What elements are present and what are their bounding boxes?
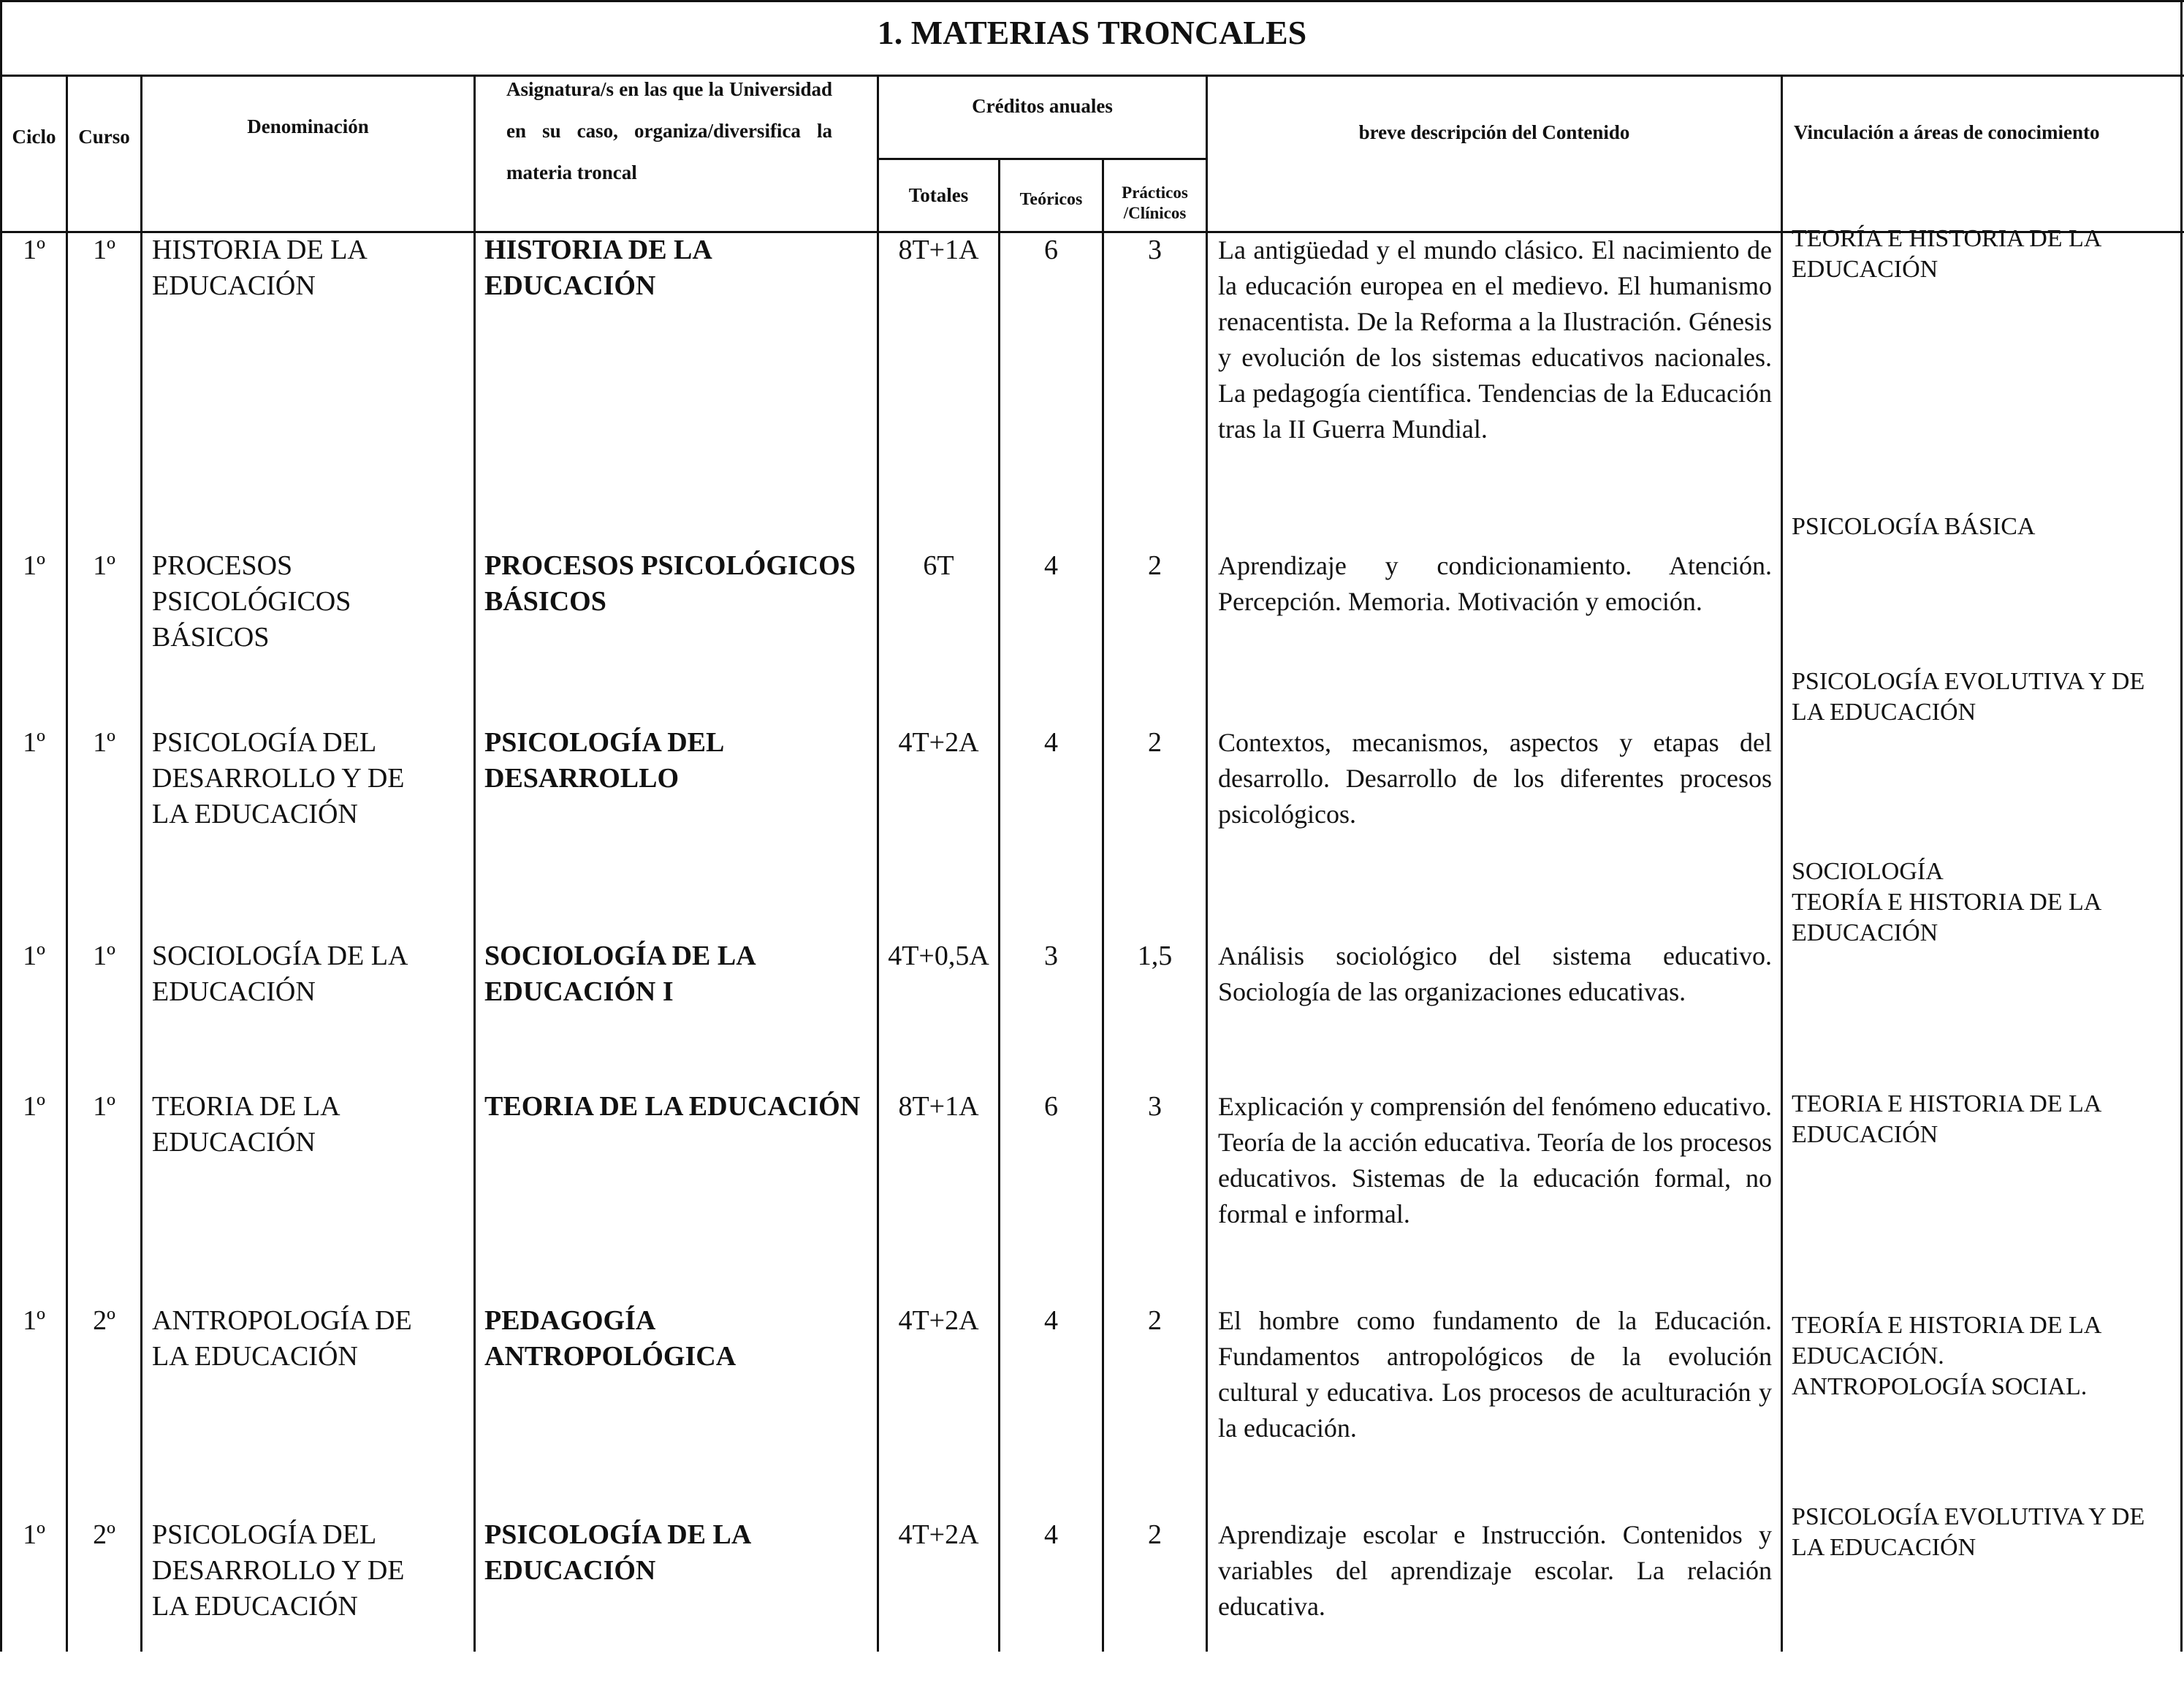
header-ciclo: Ciclo <box>12 126 56 148</box>
row-totales: 4T+2A <box>898 1519 979 1550</box>
row-practicos: 2 <box>1148 727 1162 758</box>
col-sep-totales <box>998 159 1000 1652</box>
row-teoricos: 4 <box>1044 1519 1058 1550</box>
col-sep-descripcion <box>1781 75 1783 1652</box>
row-descripcion: Aprendizaje escolar e Instrucción. Contenidos y variables del aprendizaje escolar. La relación educativa. <box>1218 1520 1772 1621</box>
row-descripcion: Análisis sociológico del sistema educativo. Sociología de las organizaciones educativas. <box>1218 941 1772 1006</box>
row-curso: 2º <box>93 1519 115 1550</box>
row-totales: 4T+0,5A <box>888 941 989 971</box>
row-practicos: 2 <box>1148 1519 1162 1550</box>
row-asignatura: HISTORIA DE LA EDUCACIÓN <box>484 235 711 301</box>
col-sep-asignatura <box>877 75 879 1652</box>
row-ciclo: 1º <box>23 1305 45 1336</box>
creditos-subheader-line <box>877 158 1206 160</box>
header-asignatura: Asignatura/s en las que la Universidad en su caso, organiza/diversifica la materia troncal <box>506 78 832 183</box>
col-sep-denominacion <box>473 75 476 1652</box>
header-practicos: Prácticos /Clínicos <box>1122 183 1188 222</box>
table-border-top <box>0 0 2184 2</box>
row-practicos: 3 <box>1148 1091 1162 1122</box>
row-teoricos: 6 <box>1044 235 1058 265</box>
row-ciclo: 1º <box>23 235 45 265</box>
row-vinculacion: PSICOLOGÍA BÁSICA <box>1792 513 2036 540</box>
row-descripcion: El hombre como fundamento de la Educación. Fundamentos antropológicos de la evolución cultural y educativa. Los procesos de aculturación y la educación. <box>1218 1306 1772 1443</box>
row-asignatura: PSICOLOGÍA DE LA EDUCACIÓN <box>484 1519 750 1586</box>
row-asignatura: SOCIOLOGÍA DE LA EDUCACIÓN I <box>484 941 755 1007</box>
row-curso: 1º <box>93 727 115 758</box>
title-border-bottom <box>0 75 2184 77</box>
row-ciclo: 1º <box>23 941 45 971</box>
row-ciclo: 1º <box>23 550 45 581</box>
row-denominacion: TEORIA DE LA EDUCACIÓN <box>152 1091 339 1158</box>
table-border-right <box>2180 0 2183 1652</box>
row-asignatura: PROCESOS PSICOLÓGICOS BÁSICOS <box>484 550 856 617</box>
row-ciclo: 1º <box>23 1519 45 1550</box>
header-curso: Curso <box>78 126 130 148</box>
row-totales: 8T+1A <box>898 235 979 265</box>
row-totales: 6T <box>923 550 954 581</box>
row-vinculacion: TEORÍA E HISTORIA DE LA EDUCACIÓN <box>1792 225 2101 283</box>
header-descripcion: breve descripción del Contenido <box>1358 121 1630 143</box>
row-denominacion: SOCIOLOGÍA DE LA EDUCACIÓN <box>152 941 407 1007</box>
row-totales: 8T+1A <box>898 1091 979 1122</box>
row-curso: 1º <box>93 550 115 581</box>
row-curso: 1º <box>93 1091 115 1122</box>
row-ciclo: 1º <box>23 727 45 758</box>
row-practicos: 3 <box>1148 235 1162 265</box>
row-curso: 1º <box>93 941 115 971</box>
row-denominacion: ANTROPOLOGÍA DE LA EDUCACIÓN <box>152 1305 412 1372</box>
row-curso: 2º <box>93 1305 115 1336</box>
table-title: 1. MATERIAS TRONCALES <box>877 14 1307 51</box>
row-totales: 4T+2A <box>898 1305 979 1336</box>
row-descripcion: Explicación y comprensión del fenómeno educativo. Teoría de la acción educativa. Teoría de los procesos educativos. Sistemas de la educación formal, no formal e informal. <box>1218 1092 1772 1228</box>
row-vinculacion: PSICOLOGÍA EVOLUTIVA Y DE LA EDUCACIÓN <box>1792 1503 2145 1561</box>
row-denominacion: PSICOLOGÍA DEL DESARROLLO Y DE LA EDUCACIÓN <box>152 727 405 829</box>
row-denominacion: HISTORIA DE LA EDUCACIÓN <box>152 235 366 301</box>
col-sep-curso <box>140 75 142 1652</box>
col-sep-creditos <box>1206 75 1208 1652</box>
row-curso: 1º <box>93 235 115 265</box>
row-teoricos: 4 <box>1044 550 1058 581</box>
row-asignatura: TEORIA DE LA EDUCACIÓN <box>484 1091 861 1122</box>
header-teoricos: Teóricos <box>1019 190 1083 209</box>
row-vinculacion: SOCIOLOGÍA TEORÍA E HISTORIA DE LA EDUCACIÓN <box>1792 858 2101 946</box>
header-denominacion: Denominación <box>247 115 369 137</box>
col-sep-ciclo <box>66 75 68 1652</box>
row-teoricos: 4 <box>1044 1305 1058 1336</box>
row-totales: 4T+2A <box>898 727 979 758</box>
row-denominacion: PSICOLOGÍA DEL DESARROLLO Y DE LA EDUCACIÓN <box>152 1519 405 1622</box>
row-vinculacion: PSICOLOGÍA EVOLUTIVA Y DE LA EDUCACIÓN <box>1792 668 2145 726</box>
row-asignatura: PEDAGOGÍA ANTROPOLÓGICA <box>484 1305 737 1372</box>
row-denominacion: PROCESOS PSICOLÓGICOS BÁSICOS <box>152 550 351 653</box>
row-descripcion: Contextos, mecanismos, aspectos y etapas del desarrollo. Desarrollo de los diferentes procesos psicológicos. <box>1218 728 1772 829</box>
row-vinculacion: TEORÍA E HISTORIA DE LA EDUCACIÓN. ANTROPOLOGÍA SOCIAL. <box>1792 1312 2101 1400</box>
header-creditos: Créditos anuales <box>972 95 1113 117</box>
row-descripcion: Aprendizaje y condicionamiento. Atención. Percepción. Memoria. Motivación y emoción. <box>1218 551 1772 616</box>
row-descripcion: La antigüedad y el mundo clásico. El nacimiento de la educación europea en el medievo. El humanismo renacentista. De la Reforma a la Ilustración. Génesis y evolución de los sistemas educativos nacionales. La pedagogía científica. Tendencias de la Educación tras la II Guerra Mundial. <box>1218 235 1772 444</box>
header-vinculacion: Vinculación a áreas de conocimiento <box>1794 121 2100 143</box>
row-teoricos: 4 <box>1044 727 1058 758</box>
row-teoricos: 6 <box>1044 1091 1058 1122</box>
row-ciclo: 1º <box>23 1091 45 1122</box>
header-totales: Totales <box>908 184 969 206</box>
row-practicos: 2 <box>1148 550 1162 581</box>
row-practicos: 1,5 <box>1137 941 1173 971</box>
col-sep-teoricos <box>1102 159 1104 1652</box>
row-practicos: 2 <box>1148 1305 1162 1336</box>
row-teoricos: 3 <box>1044 941 1058 971</box>
row-vinculacion: TEORIA E HISTORIA DE LA EDUCACIÓN <box>1792 1090 2101 1148</box>
row-asignatura: PSICOLOGÍA DEL DESARROLLO <box>484 727 723 794</box>
